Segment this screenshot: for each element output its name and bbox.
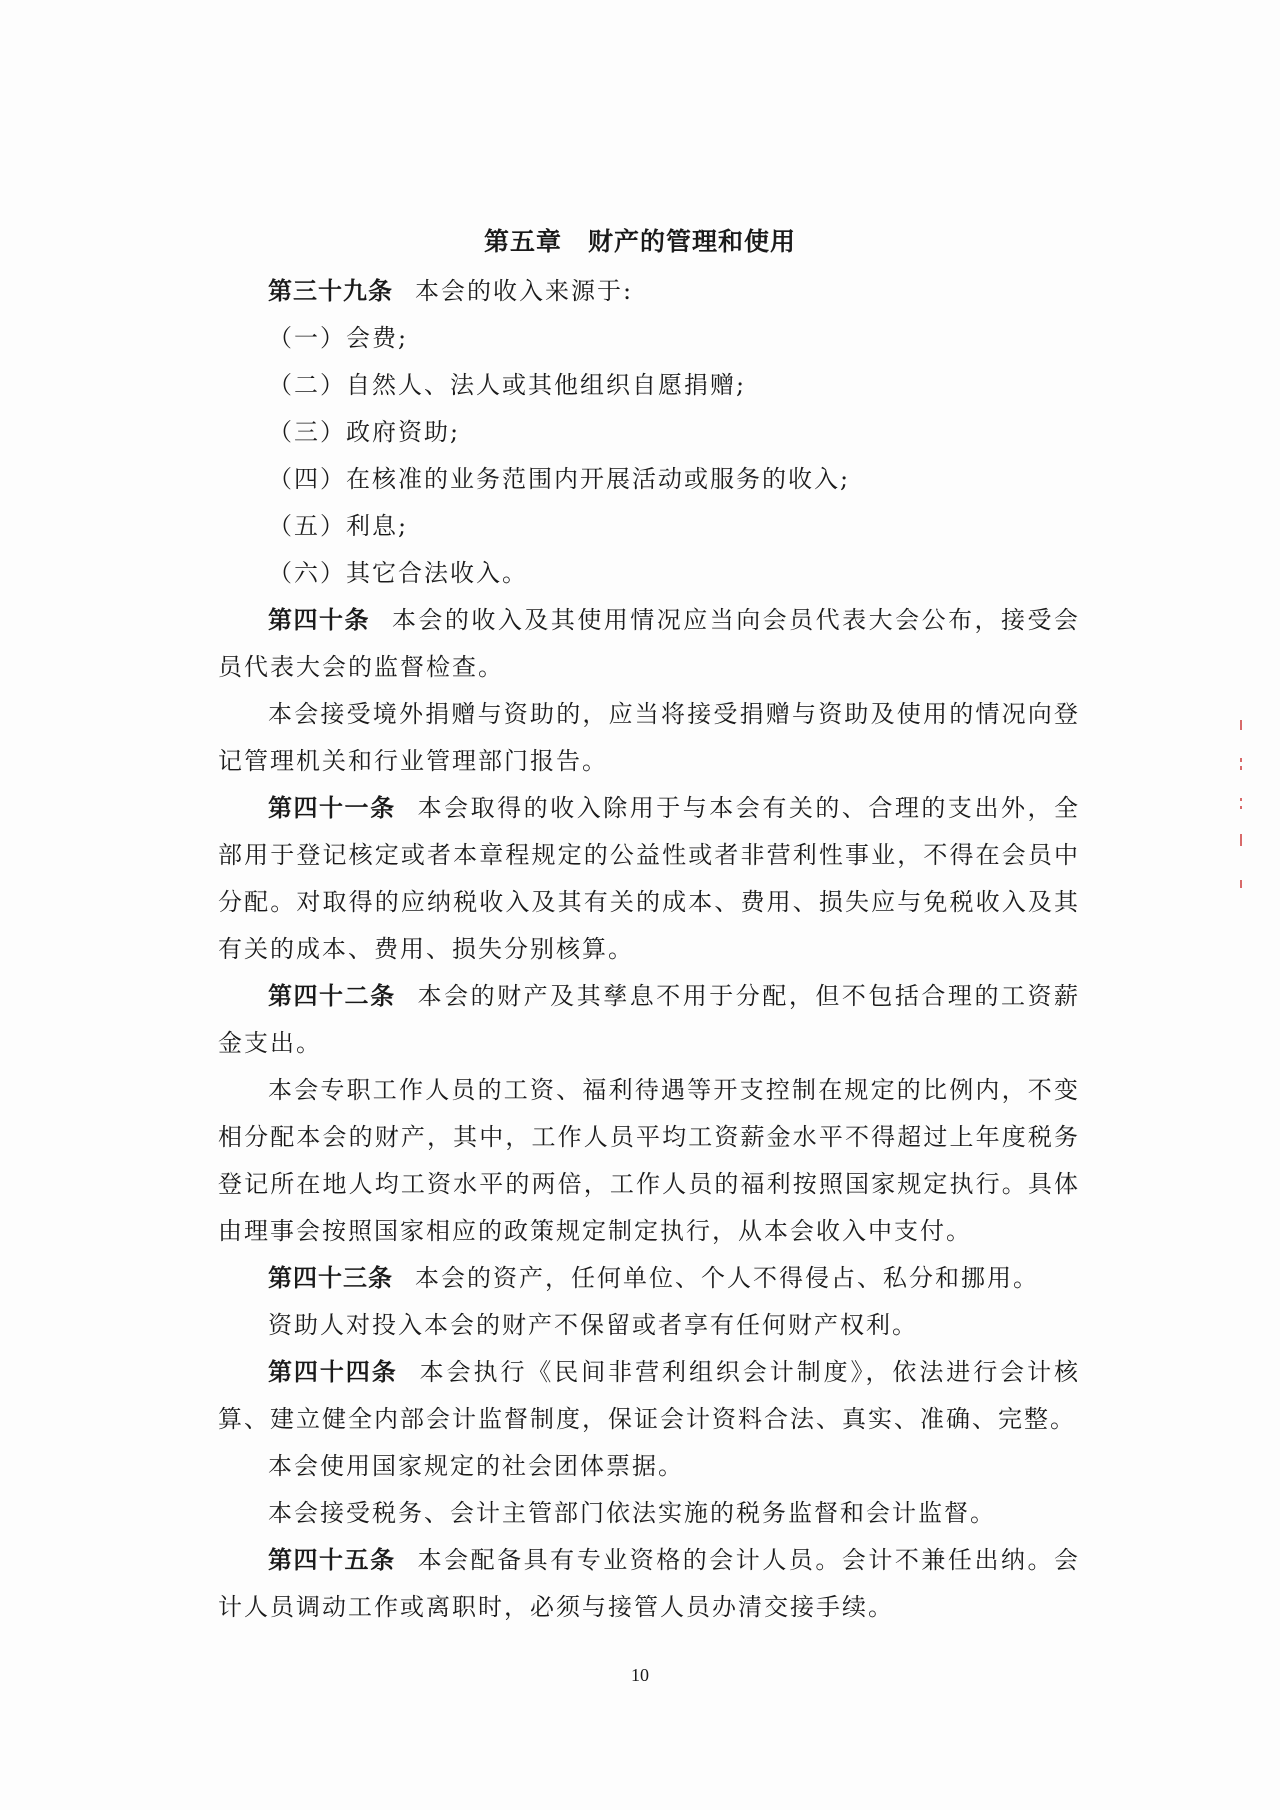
article-number: 第四十三条 (268, 1264, 393, 1292)
document-body (218, 268, 1080, 1631)
article-text: 本会取得的收入除用于与本会有关的、合理的支出外，全部用于登记核定或者本章程规定的公益性或者非营利性事业，不得在会员中分配。对取得的应纳税收入及其有关的成本、费用、损失应与免税收入及其有关的成本、费用、损失分别核算。 (218, 794, 1081, 963)
article-43 (218, 1255, 1080, 1302)
binding-mark (1240, 806, 1242, 809)
article-number: 第三十九条 (268, 277, 393, 305)
binding-mark (1240, 834, 1242, 846)
list-item: （一）会费; (268, 324, 409, 352)
article-text: 本会的资产，任何单位、个人不得侵占、私分和挪用。 (415, 1264, 1039, 1292)
article-text: 本会配备具有专业资格的会计人员。会计不兼任出纳。会计人员调动工作或离职时，必须与接管人员办清交接手续。 (218, 1546, 1081, 1621)
list-item: （六）其它合法收入。 (268, 559, 528, 587)
article-text: 本会的收入来源于: (415, 277, 634, 305)
article-44 (218, 1349, 1080, 1443)
article-paragraph: 本会接受境外捐赠与资助的，应当将接受捐赠与资助及使用的情况向登记管理机关和行业管理部门报告。 (218, 700, 1080, 775)
article-paragraph: 本会接受税务、会计主管部门依法实施的税务监督和会计监督。 (268, 1499, 996, 1527)
list-item: （二）自然人、法人或其他组织自愿捐赠; (268, 371, 747, 399)
binding-mark (1240, 758, 1242, 762)
article-42 (218, 973, 1080, 1067)
binding-mark (1240, 880, 1242, 888)
list-item: （四）在核准的业务范围内开展活动或服务的收入; (268, 465, 851, 493)
article-number: 第四十四条 (268, 1358, 398, 1386)
binding-mark (1240, 766, 1242, 770)
article-41 (218, 785, 1080, 973)
article-text: 本会的收入及其使用情况应当向会员代表大会公布，接受会员代表大会的监督检查。 (218, 606, 1081, 681)
list-item: （三）政府资助; (268, 418, 461, 446)
article-number: 第四十二条 (268, 982, 396, 1010)
article-text: 本会的财产及其孳息不用于分配，但不包括合理的工资薪金支出。 (218, 982, 1081, 1057)
article-number: 第四十条 (268, 606, 370, 634)
article-text: 本会执行《民间非营利组织会计制度》，依法进行会计核算、建立健全内部会计监督制度，保证会计资料合法、真实、准确、完整。 (218, 1358, 1080, 1433)
article-number: 第四十一条 (268, 794, 396, 822)
list-item: （五）利息; (268, 512, 409, 540)
article-39 (218, 268, 1080, 315)
article-paragraph: 本会使用国家规定的社会团体票据。 (268, 1452, 684, 1480)
binding-mark (1240, 720, 1242, 730)
article-40 (218, 597, 1080, 691)
binding-mark (1240, 798, 1242, 801)
article-45 (218, 1537, 1080, 1631)
article-paragraph: 资助人对投入本会的财产不保留或者享有任何财产权利。 (268, 1311, 918, 1339)
article-number: 第四十五条 (268, 1546, 396, 1574)
article-paragraph: 本会专职工作人员的工资、福利待遇等开支控制在规定的比例内，不变相分配本会的财产，其中，工作人员平均工资薪金水平不得超过上年度税务登记所在地人均工资水平的两倍，工作人员的福利按照国家规定执行。具体由理事会按照国家相应的政策规定制定执行，从本会收入中支付。 (218, 1076, 1080, 1245)
page-number: 10 (631, 1665, 649, 1685)
binding-marks (1238, 720, 1244, 890)
chapter-title: 第五章 财产的管理和使用 (483, 227, 796, 256)
